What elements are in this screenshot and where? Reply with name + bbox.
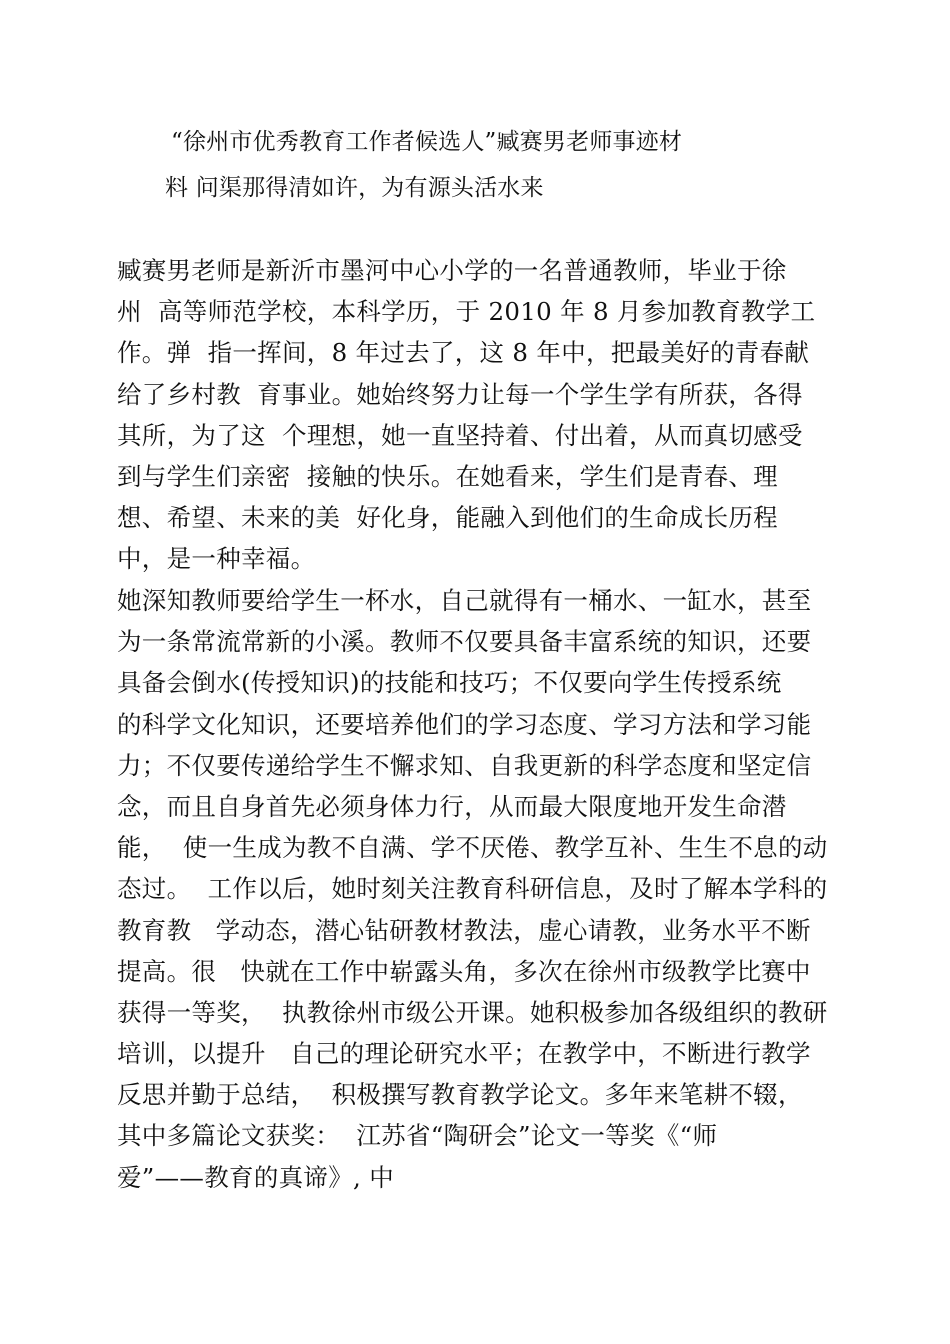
paragraph-line: 臧赛男老师是新沂市墨河中心小学的一名普通教师，毕业于徐 bbox=[117, 256, 787, 285]
document-title-line-2: 料 问渠那得清如许，为有源头活水来 bbox=[165, 175, 544, 201]
paragraph-line: 的科学文化知识，还要培养他们的学习态度、学习方法和学习能 bbox=[117, 709, 812, 739]
paragraph-line: 念，而且自身首先必须身体力行，从而最大限度地开发生命潜 bbox=[117, 791, 787, 821]
paragraph-line: 州 高等师范学校，本科学历，于 2010 年 8 月参加教育教学工 bbox=[117, 297, 816, 327]
paragraph-line: 给了乡村教 育事业。她始终努力让每一个学生学有所获，各得 bbox=[117, 379, 803, 409]
paragraph-2 bbox=[117, 580, 847, 1198]
paragraph-line: 其中多篇论文获奖： 江苏省“陶研会”论文一等奖《“师 bbox=[117, 1121, 718, 1151]
paragraph-line: 到与学生们亲密 接触的快乐。在她看来，学生们是青春、理 bbox=[117, 461, 778, 491]
paragraph-line: 提高。很 快就在工作中崭露头角，多次在徐州市级教学比赛中 bbox=[117, 956, 811, 986]
paragraph-line: 中，是一种幸福。 bbox=[117, 544, 316, 574]
paragraph-line: 爱”——教育的真谛》, 中 bbox=[117, 1162, 394, 1192]
paragraph-line: 能， 使一生成为教不自满、学不厌倦、教学互补、生生不息的动 bbox=[117, 833, 828, 863]
paragraph-line: 反思并勤于总结， 积极撰写教育教学论文。多年来笔耕不辍， bbox=[117, 1080, 803, 1110]
paragraph-line: 培训，以提升 自己的理论研究水平；在教学中，不断进行教学 bbox=[117, 1039, 811, 1069]
paragraph-line: 其所，为了这 个理想，她一直坚持着、付出着，从而真切感受 bbox=[117, 420, 803, 450]
paragraph-line: 力；不仅要传递给学生不懈求知、自我更新的科学态度和坚定信 bbox=[117, 750, 812, 780]
paragraph-line: 作。弹 指一挥间，8 年过去了，这 8 年中，把最美好的青春献 bbox=[117, 338, 810, 368]
paragraph-line: 具备会倒水(传授知识)的技能和技巧；不仅要向学生传授系统 bbox=[117, 668, 782, 698]
paragraph-1 bbox=[117, 250, 847, 580]
paragraph-line: 她深知教师要给学生一杯水，自己就得有一桶水、一缸水，甚至 bbox=[117, 586, 812, 615]
paragraph-line: 获得一等奖， 执教徐州市级公开课。她积极参加各级组织的教研 bbox=[117, 997, 828, 1027]
paragraph-line: 为一条常流常新的小溪。教师不仅要具备丰富系统的知识，还要 bbox=[117, 627, 812, 657]
paragraph-line: 态过。 工作以后，她时刻关注教育科研信息，及时了解本学科的 bbox=[117, 874, 828, 904]
document-title-line-1: “徐州市优秀教育工作者候选人”臧赛男老师事迹材 bbox=[171, 129, 683, 155]
paragraph-line: 教育教 学动态，潜心钻研教材教法，虚心请教，业务水平不断 bbox=[117, 915, 811, 945]
paragraph-line: 想、希望、未来的美 好化身，能融入到他们的生命成长历程 bbox=[117, 503, 778, 533]
